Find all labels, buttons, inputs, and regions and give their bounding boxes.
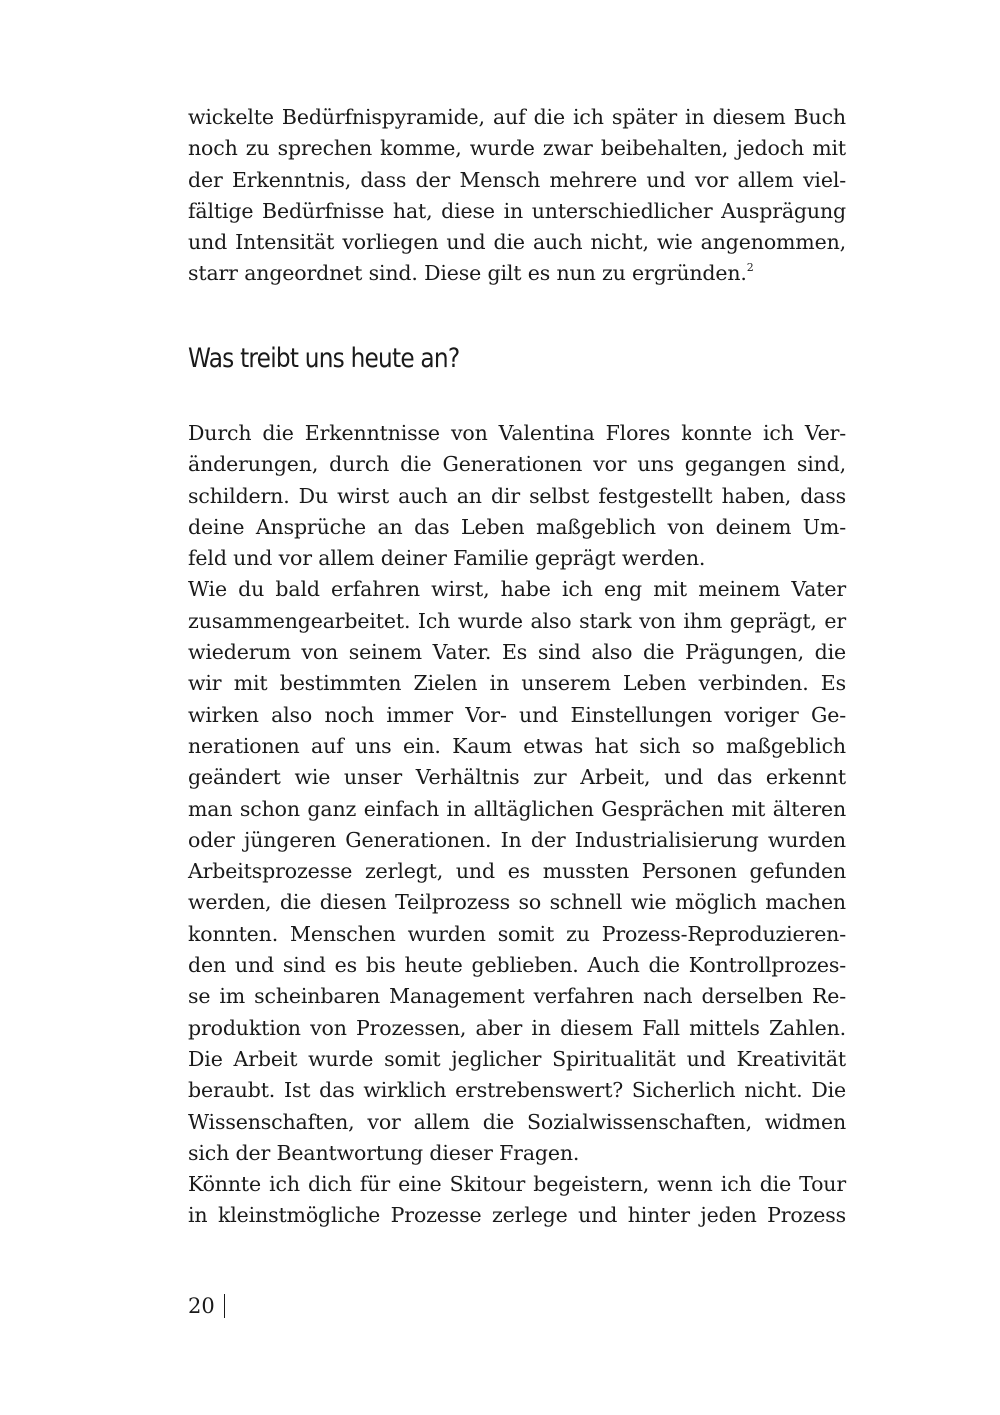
text-line: und Intensität vorliegen und die auch nicht, wie angenommen, (188, 230, 846, 255)
paragraph-1 (188, 418, 846, 574)
text-line: Könnte ich dich für eine Skitour begeistern, wenn ich die Tour (188, 1172, 846, 1197)
text-line: in kleinstmögliche Prozesse zerlege und hinter jeden Prozess (188, 1203, 846, 1228)
text-line: feld und vor allem deiner Familie geprägt werden. (188, 546, 706, 571)
text-line: Durch die Erkenntnisse von Valentina Flores konnte ich Ver- (188, 421, 846, 445)
text-line: deine Ansprüche an das Leben maßgeblich von deinem Um- (188, 514, 846, 539)
text-line: man schon ganz einfach in alltäglichen Gesprächen mit älteren (188, 796, 846, 821)
text-line: wirken also noch immer Vor- und Einstellungen voriger Ge- (188, 702, 846, 727)
text-line: geändert wie unser Verhältnis zur Arbeit, und das erkennt (188, 765, 846, 790)
text-line: Wissenschaften, vor allem die Sozialwissenschaften, widmen (188, 1109, 846, 1134)
text-line: Wie du bald erfahren wirst, habe ich eng mit meinem Vater (188, 577, 846, 602)
text-line (188, 258, 846, 289)
page-number-divider (224, 1294, 226, 1318)
body-text (188, 418, 846, 1232)
paragraph-2 (188, 574, 846, 1169)
text-line: schildern. Du wirst auch an dir selbst festgestellt haben, dass (188, 483, 846, 508)
text-line: oder jüngeren Generationen. In der Industrialisierung wurden (188, 827, 846, 852)
text-line: wir mit bestimmten Zielen in unserem Leben verbinden. Es (188, 671, 846, 696)
page-number: 20 (188, 1294, 215, 1318)
text-line: fältige Bedürfnisse hat, diese in unterschiedlicher Ausprägung (188, 198, 846, 223)
text-line: konnten. Menschen wurden somit zu Prozess-Reproduzieren- (188, 921, 846, 946)
text-line: wiederum von seinem Vater. Es sind also die Prägungen, die (188, 640, 846, 665)
text-line: werden, die diesen Teilprozess so schnell wie möglich machen (188, 890, 846, 915)
intro-paragraph (188, 102, 846, 290)
text-line: nerationen auf uns ein. Kaum etwas hat sich so maßgeblich (188, 733, 846, 758)
text-line: produktion von Prozessen, aber in diesem Fall mittels Zahlen. (188, 1015, 846, 1040)
text-line: noch zu sprechen komme, wurde zwar beibehalten, jedoch mit (188, 136, 846, 161)
text-line: der Erkenntnis, dass der Mensch mehrere und vor allem viel- (188, 167, 846, 192)
text-line: wickelte Bedürfnispyramide, auf die ich später in diesem Buch (188, 105, 846, 129)
footnote-marker[interactable]: 2 (746, 261, 754, 275)
text-line: Arbeitsprozesse zerlegt, und es mussten Personen gefunden (188, 859, 846, 884)
text-line: zusammengearbeitet. Ich wurde also stark von ihm geprägt, er (188, 608, 846, 633)
text-line: sich der Beantwortung dieser Fragen. (188, 1140, 580, 1165)
text-line-content: starr angeordnet sind. Diese gilt es nun zu ergründen. (188, 261, 747, 286)
section-heading: Was treibt uns heute an? (188, 343, 460, 374)
text-line: beraubt. Ist das wirklich erstrebenswert? Sicherlich nicht. Die (188, 1078, 846, 1103)
text-line: Die Arbeit wurde somit jeglicher Spiritualität und Kreativität (188, 1046, 846, 1071)
paragraph-3 (188, 1169, 846, 1232)
text-line: den und sind es bis heute geblieben. Auch die Kontrollprozes- (188, 953, 846, 978)
page-footer (188, 1294, 225, 1318)
text-line: änderungen, durch die Generationen vor uns gegangen sind, (188, 452, 846, 477)
text-line: se im scheinbaren Management verfahren nach derselben Re- (188, 984, 846, 1009)
